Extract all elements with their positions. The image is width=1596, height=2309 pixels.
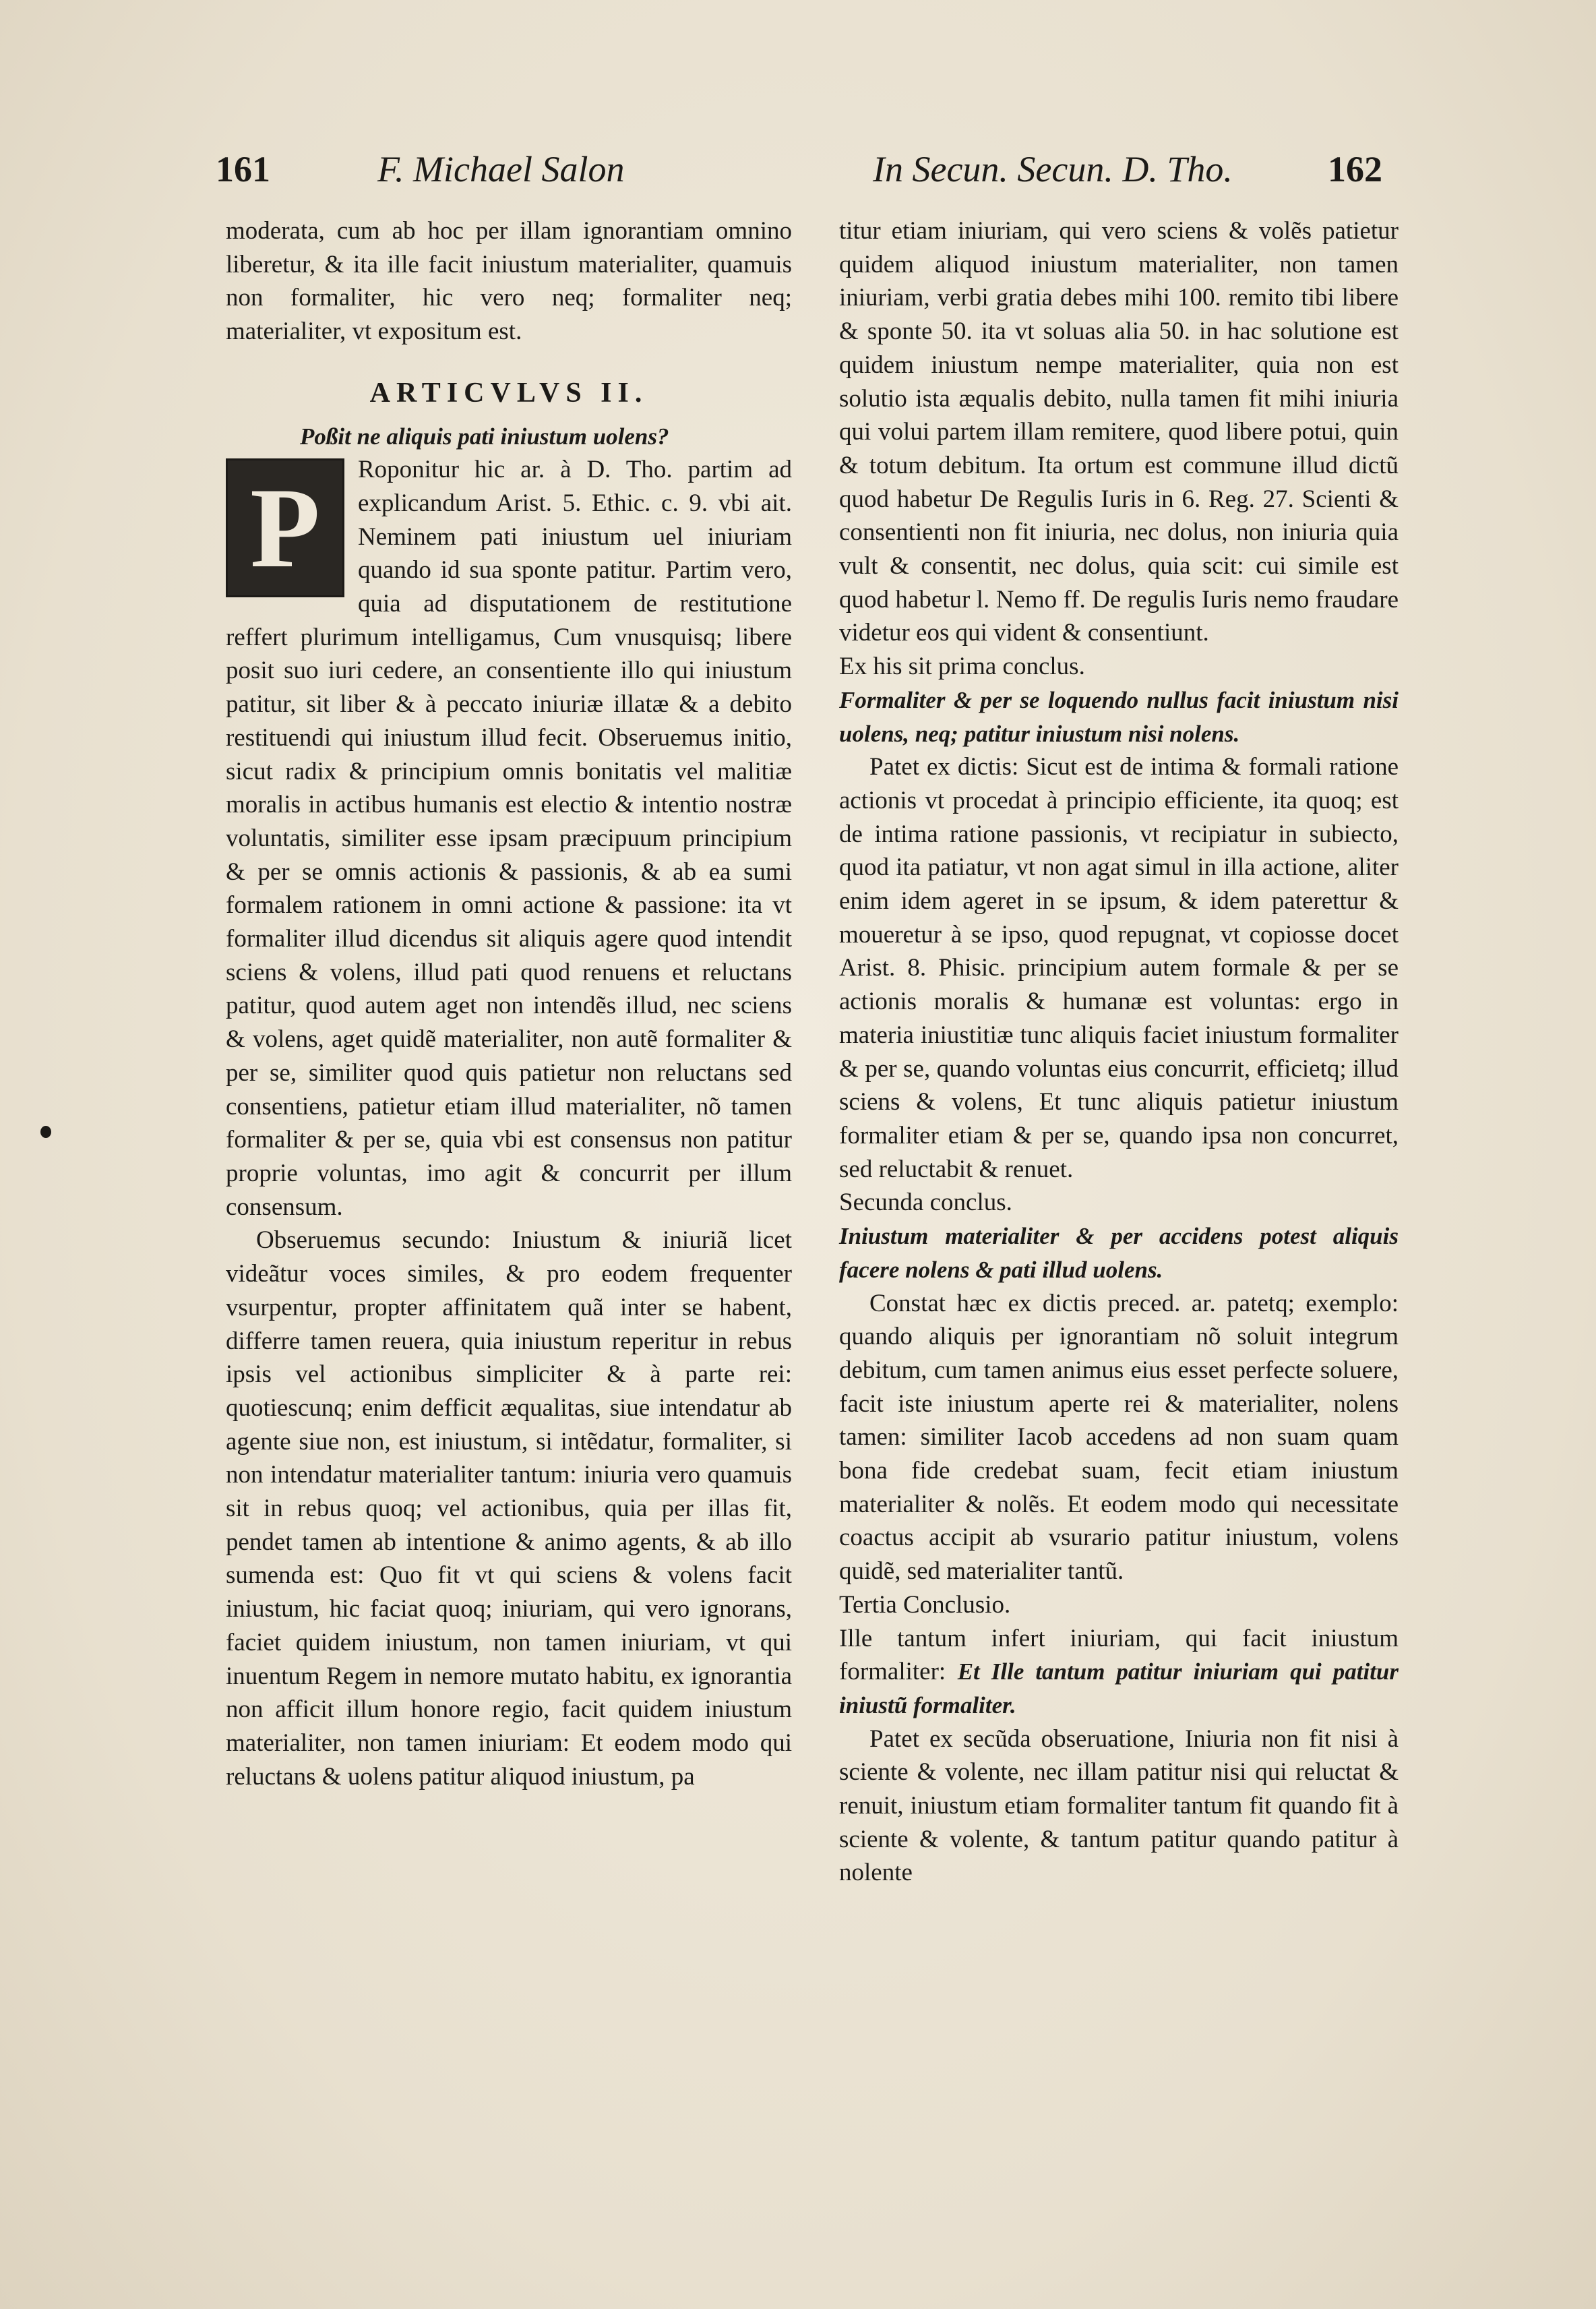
paragraph bbox=[839, 1622, 1399, 1722]
running-header bbox=[216, 148, 1395, 196]
ink-spot bbox=[40, 1126, 51, 1138]
conclusion-statement: Et Ille tantum patitur iniuriam qui patitur iniustũ formaliter. bbox=[839, 1658, 1399, 1718]
paragraph: moderata, cum ab hoc per illam ignorantiam omnino liberetur, & ita ille facit iniustum materialiter, quamuis non formaliter, hic vero neq; formaliter neq; materialiter, vt expositum est. bbox=[226, 217, 792, 346]
running-title-right: In Secun. Secun. D. Tho. bbox=[873, 149, 1233, 189]
paragraph: Patet ex dictis: Sicut est de intima & formali ratione actionis vt procedat à principio efficiente, ita quoq; est de intima ratione passionis, vt recipiatur in subiecto, quod ita patiatur, vt non agat simul in illa actione, aliter enim idem ageret in se ipsum, & idem paterettur & moueretur à se ipso, quod repugnat, vt copiosse docet Arist. 8. Phisic. principium autem formale & per se actionis moralis & humanæ est voluntas: ergo in materia iniustitiæ tunc aliquis faciet iniustum formaliter & per se, quando voluntas eius concurrit, efficietq; illud sciens & volens, Et tunc aliquis patietur iniustum formaliter etiam & per se, quando ipsa non concurret, sed reluctabit & renuet. bbox=[839, 753, 1399, 1183]
paragraph: Constat hæc ex dictis preced. ar. patetq; exemplo: quando aliquis per ignorantiam nõ soluit integrum debitum, cum tamen animus eius esset perfecte soluere, facit iste iniustum aperte rei & materialiter, nolens tamen: similiter Iacob accedens ad non suam quam bona fide credebat suam, fecit etiam iniustum materialiter & nolẽs. Et eodem modo qui necessitate coactus accipit ab vsurario patitur iniustum, volens quidẽ, sed materialiter tantũ. bbox=[839, 1289, 1399, 1586]
paragraph-with-initial bbox=[226, 453, 792, 1224]
page-number-left: 161 bbox=[216, 149, 270, 189]
running-title-left: F. Michael Salon bbox=[377, 149, 625, 189]
paragraph: titur etiam iniuriam, qui vero sciens & volẽs patietur quidem aliquod iniustum materialiter, non tamen iniuriam, verbi gratia debes mihi 100. remito tibi libere & sponte 50. ita vt soluas alia 50. in hac solutione est quidem iniustum nempe materialiter, quia non est solutio ista æqualis debito, nulla tamen fit mihi iniuria qui volui partem illam remitere, quod libere potui, quin & totum debitum. Ita ortum est commune illud dictũ quod habetur De Regulis Iuris in 6. Reg. 27. Scienti & consentienti non fit iniuria, nec dolus, non iniuria quia vult & consentit, nec dolus, quia scit: cui simile est quod habetur l. Nemo ff. De regulis Iuris nemo fraudare videtur eos qui vident & consentiunt. bbox=[839, 217, 1399, 647]
article-question: Poßit ne aliquis pati iniustum uolens? bbox=[300, 423, 669, 450]
decorated-initial: P bbox=[226, 458, 344, 597]
paragraph: Obseruemus secundo: Iniustum & iniuriã licet videãtur voces similes, & pro eodem frequenter vsurpentur, propter affinitatem quã inter se habent, differre tamen reuera, quia iniustum reperitur in rebus ipsis vel actionibus simpliciter & à parte rei: quotiescunq; enim defficit æqualitas, siue intendatur ab agente siue non, est iniustum, si intẽdatur, formaliter, si non intendatur materialiter tantum: iniuria vero quamuis sit in rebus quoq; vel actionibus, quia per illas fit, pendet tamen ab intentione & animo agents, & ab illo sumenda est: Quo fit vt qui sciens & volens facit iniustum, hic faciat quoq; iniuriam, qui vero ignorans, faciet quidem iniustum, non tamen iniuriam, vt qui inuentum Regem in nemore mutato habitu, ex ignorantia non afficit illum honore regio, facit quidem iniustum materialiter, non tamen iniuriam: Et eodem modo qui reluctans & uolens patitur aliquod iniustum, pa bbox=[226, 1226, 792, 1791]
paragraph-text: Roponitur hic ar. à D. Tho. partim ad explicandum Arist. 5. Ethic. c. 9. vbi ait. Neminem pati iniustum uel iniuriam quando id sua sponte patitur. Partim vero, quia ad disputationem de restitutione reffert plurimum intelligamus, Cum vnusquisq; libere posit suo iuri cedere, an consentiente illo qui iniustum patitur, sit liber & à peccato iniuriæ illatæ & a debito restituendi qui iniustum illud fecit. Obseruemus initio, sicut radix & principium omnis bonitatis vel malitiæ moralis in actibus humanis est electio & intentio nostræ voluntatis, similiter esse ipsam præcipuum principium & per se omnis actionis & passionis, & ab ea sumi formalem rationem in omni actione & passione: ita vt formaliter illud dicendus sit aliquis agere quod intendit sciens & volens, illud pati quod renuens et reluctans patitur, quod autem aget non intendẽs illud, nec sciens & volens, aget quidẽ materialiter, non autẽ formaliter & per se, similiter quod quis patietur non reluctans sed consentiens, patietur etiam illud materialiter, nõ tamen formaliter & per se, quia vbi est consensus non patitur proprie voluntas, imo agit & concurrit per illum consensum. bbox=[226, 456, 792, 1221]
right-column bbox=[839, 214, 1399, 1890]
paragraph: Tertia Conclusio. bbox=[839, 1590, 1011, 1619]
paragraph: Secunda conclus. bbox=[839, 1189, 1012, 1217]
left-column bbox=[226, 214, 792, 1793]
conclusion-statement: Formaliter & per se loquendo nullus facit iniustum nisi uolens, neq; patitur iniustum nisi nolens. bbox=[839, 686, 1399, 747]
paragraph-text: Ille tantum infert iniuriam, qui facit iniustum formaliter: bbox=[839, 1624, 1399, 1686]
article-heading: ARTICVLVS II. bbox=[369, 377, 648, 409]
paragraph: Ex his sit prima conclus. bbox=[839, 653, 1085, 681]
page-number-right: 162 bbox=[1328, 149, 1382, 189]
conclusion-statement: Iniustum materialiter & per accidens potest aliquis facere nolens & pati illud uolens. bbox=[839, 1223, 1399, 1283]
paragraph: Patet ex secũda obseruatione, Iniuria non fit nisi à sciente & volente, nec illam patitur nisi qui reluctat & renuit, iniustum etiam formaliter tantum fit quando fit à sciente & volente, & tantum patitur quando patitur à nolente bbox=[839, 1725, 1399, 1887]
